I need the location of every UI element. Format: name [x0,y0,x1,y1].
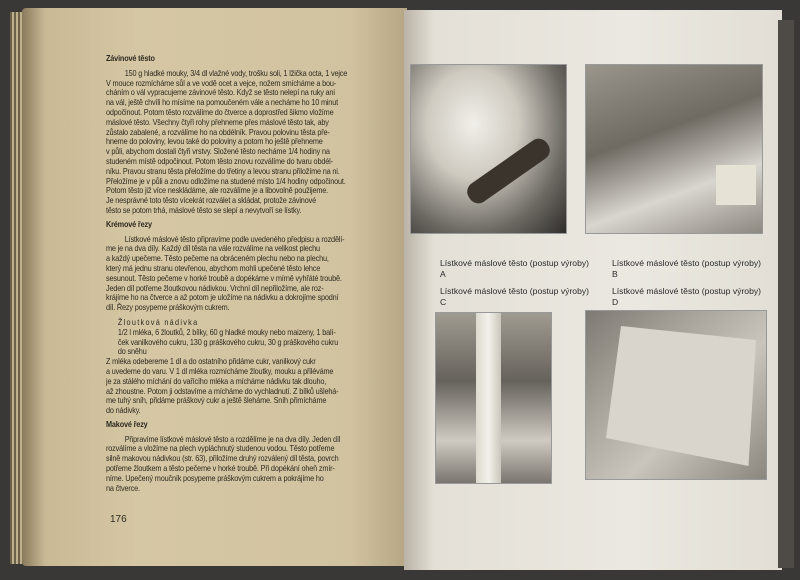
text-line: zůstalo zabalené, a rozválíme ho na obdélník. Pravou polovinu těsta pře- [106,126,330,137]
text-line: Potom těsto již více neskládáme, ale rozválíme je a libovolně použijeme. [106,185,329,196]
photo-a [410,64,567,234]
text-line: rozválíme a vložíme na plech vypláchnutý studenou vodou. Těsto potřeme [106,443,335,454]
text-line: na čtverce. [106,482,140,493]
text-line: Přeložíme je v půli a znovu odložíme na studené místo 1/4 hodiny odpočinout. [106,175,346,186]
book-cover-edge [778,20,794,568]
text-line: až zhoustne. Potom ji odstavíme a mícháme do vychladnutí. Z bílků ušlehá- [106,385,339,396]
photo-d [585,310,767,480]
section-title: Závinové těsto [106,53,155,63]
text-line: máslové těsto. Všechny čtyři rohy přehneme přes máslové těsto tak, aby [106,116,329,127]
text-line: hneme do poloviny, levou také do poloviny a potom ho ještě přehneme [106,136,323,147]
text-line: cháním o vál vypracujeme závinové těsto. Když se těsto nelepí na ruky ani [106,87,335,98]
text-line: me je na dva díly. Každý díl těsta na vále rozválíme na velikost plechu [106,243,320,254]
text-line: V mouce rozmícháme sůl a ve vodě ocet a vejce, nožem smícháme a bou- [106,77,337,88]
text-line: je za stálého míchání do vařícího mléka a mícháme nádivku tak dlouho, [106,375,327,386]
text-line: níme. Upečený moučník posypeme práškovým cukrem a pokrájíme ho [106,472,324,483]
rolling-pin [463,135,553,208]
text-line: studeném místě odpočinout. Potom těsto znovu rozválíme do tvaru obdél- [106,155,333,166]
folded-dough [606,326,756,466]
ingredient-line: do sněhu [117,346,147,357]
left-page-text [106,50,395,493]
text-line: Jeden díl potřeme žloutkovou nádivkou. Vrchní díl nepřiložíme, ale roz- [106,282,324,293]
ingredient-line: 1/2 l mléka, 6 žloutků, 2 bílky, 60 g hladké mouky nebo maizeny, 1 balí- [117,326,336,337]
text-line: níku. Pravou stranu těsta přeložíme do třetiny a levou stranu přiložíme na ni. [106,165,340,176]
stretched-dough [476,313,501,483]
text-line: Z mléka odebereme 1 dl a do ostatního přidáme cukr, vanilkový cukr [106,356,316,367]
section-title: Krémové řezy [106,218,152,229]
photo-b [585,64,763,234]
subsection-title: Žloutková nádivka [117,316,199,327]
text-line: a každý upečeme. Těsto pečeme na obráceném plechu nebo na plechu, [106,253,329,264]
text-line: Připravíme lístkové máslové těsto a rozdělíme je na dva díly. Jeden díl [124,433,341,444]
text-line: me tuhý sníh, přidáme práškový cukr a ještě šleháme. Sníh přimícháme [106,395,327,406]
photo-c [435,312,552,484]
text-line: na vál, ještě chvíli ho mísíme na pomoučeném vále a necháme ho 10 minut [106,97,338,108]
caption-a: Lístkové máslové těsto (postup výroby) A [440,258,590,279]
text-line: odpočinout. Potom těsto rozválíme do čtverce a doprostřed šikmo vložíme [106,106,334,117]
text-line: těsto se potom trhá, máslové těsto se slepí a nevytvoří se lístky. [106,204,302,215]
caption-d: Lístkové máslové těsto (postup výroby) D [612,286,762,307]
caption-c: Lístkové máslové těsto (postup výroby) C [440,286,590,307]
text-line: sesunout. Těsto pečeme v horké troubě a dopékáme v mírně vyhřáté troubě. [106,272,342,283]
caption-b: Lístkové máslové těsto (postup výroby) B [612,258,762,279]
butter-block [716,165,756,205]
text-line: potřeme žloutkem a těsto pečeme v horké troubě. Při dopékání oheň zmír- [106,463,335,474]
text-line: Je nesprávné toto těsto vícekrát rozválet a skládat, protože závinové [106,195,316,206]
ingredient-line: ček vanilkového cukru, 130 g práškového cukru, 30 g práškového cukru [117,336,339,347]
text-line: Lístkové máslové těsto připravíme podle uvedeného předpisu a rozdělí- [124,233,345,244]
text-line: 150 g hladké mouky, 3/4 dl vlažné vody, trošku soli, 1 lžička octa, 1 vejce [124,67,348,78]
text-line: který má jednu stranu otevřenou, abychom mohli upečené těsto lehce [106,262,321,273]
text-line: silně makovou nádivkou (str. 63), přiložíme druhý rozválený díl těsta, povrch [106,453,339,464]
section-title: Makové řezy [106,418,148,429]
page-number: 176 [110,514,127,525]
text-line: do nádivky. [106,405,141,416]
text-line: krájíme ho na čtverce a až potom je uložíme na nádivku a dokrojíme spodní [106,292,339,303]
text-line: díl. Řezy posypeme práškovým cukrem. [106,302,230,313]
text-line: v půli, abychom dostali čtyři vrstvy. Složené těsto necháme 1/4 hodiny na [106,146,330,157]
text-line: a uvedeme do varu. V 1 dl mléka rozmícháme žloutky, mouku a přiléváme [106,365,334,376]
